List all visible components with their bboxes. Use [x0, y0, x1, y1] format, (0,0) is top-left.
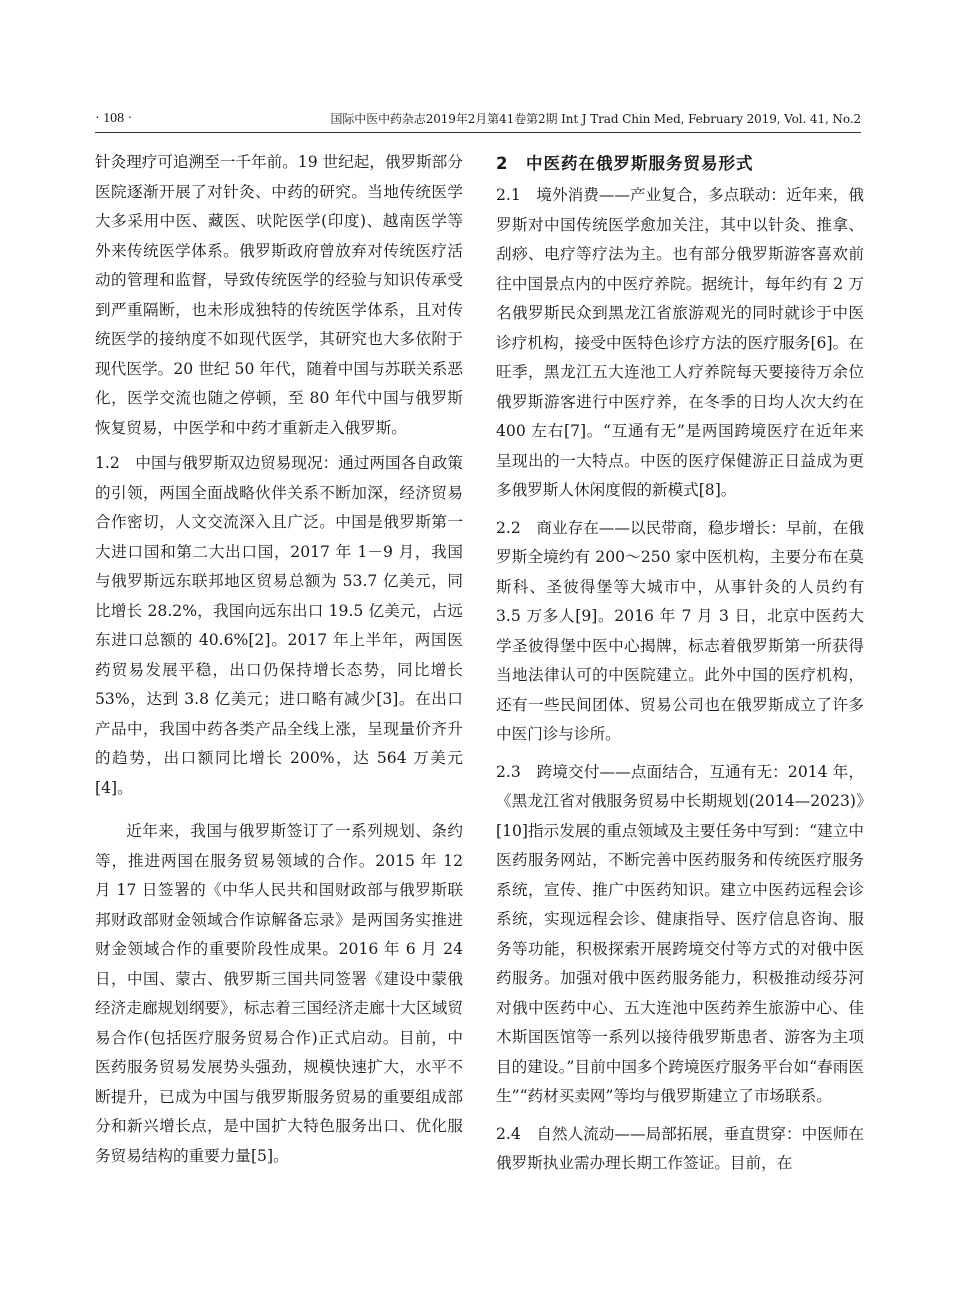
header-rule [95, 132, 861, 133]
paragraph-agreements: 近年来，我国与俄罗斯签订了一系列规划、条约等，推进两国在服务贸易领域的合作。2015 年 12 月 17 日签署的《中华人民共和国财政部与俄罗斯联邦财政部财金领域合作谅解备忘录》是两国务实推进财金领域合作的重要阶段性成果。2016 年 6 月 24 日，中国、蒙古、俄罗斯三国共同签署《建设中蒙俄经济走廊规划纲要》，标志着三国经济走廊十大区域贸易合作(包括医疗服务贸易合作)正式启动。目前，中医药服务贸易发展势头强劲，规模快速扩大，水平不断提升，已成为中国与俄罗斯服务贸易的重要组成部分和新兴增长点，是中国扩大特色服务出口、优化服务贸易结构的重要力量[5]。 [95, 822, 463, 1165]
right-column [496, 148, 864, 1179]
paragraph-2-2-commercial-presence: 2.2 商业存在——以民带商，稳步增长：早前，在俄罗斯全境约有 200～250 家中医机构，主要分布在莫斯科、圣彼得堡等大城市中，从事针灸的人员约有 3.5 万多人[9]。2016 年 7 月 3 日，北京中医药大学圣彼得堡中医中心揭牌，标志着俄罗斯第一所获得当地法律认可的中医院建立。此外中国的医疗机构，还有一些民间团体、贸易公司也在俄罗斯成立了许多中医门诊与诊所。 [496, 518, 864, 743]
paragraph-2-3-cross-border-supply: 2.3 跨境交付——点面结合，互通有无：2014 年，《黑龙江省对俄服务贸易中长期规划(2014—2023)》[10]指示发展的重点领域及主要任务中写到：“建立中医药服务网站，不断完善中医药服务和传统医疗服务系统，宣传、推广中医药知识。建立中医药远程会诊系统，实现远程会诊、健康指导、医疗信息咨询、服务等功能，积极探索开展跨境交付等方式的对俄中医药服务。加强对俄中医药服务能力，积极推动绥芬河对俄中医药中心、五大连池中医药养生旅游中心、佳木斯国医馆等一系列以接待俄罗斯患者、游客为主项目的建设。”目前中国多个跨境医疗服务平台如“春雨医生”“药材买卖网”等均与俄罗斯建立了市场联系。 [496, 762, 864, 1105]
left-column [95, 148, 463, 1171]
journal-citation: 国际中医中药杂志2019年2月第41卷第2期 Int J Trad Chin Med, February 2019, Vol. 41, No.2 [330, 112, 861, 126]
paragraph-history: 针灸理疗可追溯至一千年前。19 世纪起，俄罗斯部分医院逐渐开展了对针灸、中药的研究。当地传统医学大多采用中医、藏医、吠陀医学(印度)、越南医学等外来传统医学体系。俄罗斯政府曾放弃对传统医疗活动的管理和监督，导致传统医学的经验与知识传承受到严重隔断，也未形成独特的传统医学体系，且对传统医学的接纳度不如现代医学，其研究也大多依附于现代医学。20 世纪 50 年代，随着中国与苏联关系恶化，医学交流也随之停顿，至 80 年代中国与俄罗斯恢复贸易，中医学和中药才重新走入俄罗斯。 [95, 153, 463, 437]
section-heading-2: 2 中医药在俄罗斯服务贸易形式 [496, 154, 754, 173]
paragraph-2-1-consumption-abroad: 2.1 境外消费——产业复合，多点联动：近年来，俄罗斯对中国传统医学愈加关注，其中以针灸、推拿、刮痧、电疗等疗法为主。也有部分俄罗斯游客喜欢前往中国景点内的中医疗养院。据统计，每年约有 2 万名俄罗斯民众到黑龙江省旅游观光的同时就诊于中医诊疗机构，接受中医特色诊疗方法的医疗服务[6]。在旺季，黑龙江五大连池工人疗养院每天要接待万余位俄罗斯游客进行中医疗养，在冬季的日均人次大约在 400 左右[7]。“互通有无”是两国跨境医疗在近年来呈现出的一大特点。中医的医疗保健游正日益成为更多俄罗斯人休闲度假的新模式[8]。 [496, 186, 864, 499]
paragraph-2-4-movement-of-persons: 2.4 自然人流动——局部拓展，垂直贯穿：中医师在俄罗斯执业需办理长期工作签证。目前，在 [496, 1124, 864, 1172]
page-number: · 108 · [95, 111, 133, 126]
running-header [95, 108, 861, 130]
paragraph-1-2-trade-status: 1.2 中国与俄罗斯双边贸易现况：通过两国各自政策的引领，两国全面战略伙伴关系不断加深，经济贸易合作密切，人文交流深入且广泛。中国是俄罗斯第一大进口国和第二大出口国，2017 年 1－9 月，我国与俄罗斯远东联邦地区贸易总额为 53.7 亿美元，同比增长 28.2%，我国向远东出口 19.5 亿美元，占远东进口总额的 40.6%[2]。2017 年上半年，两国医药贸易发展平稳，出口仍保持增长态势，同比增长 53%，达到 3.8 亿美元；进口略有减少[3]。在出口产品中，我国中药各类产品全线上涨，呈现量价齐升的趋势，出口额同比增长 200%，达 564 万美元[4]。 [95, 454, 463, 797]
